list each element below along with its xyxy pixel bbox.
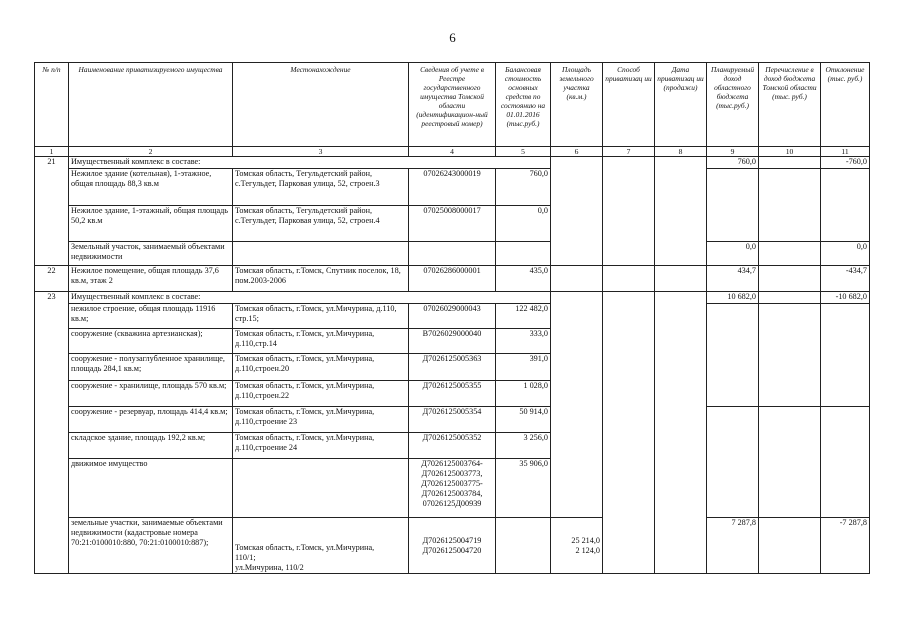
item-balance — [496, 242, 551, 266]
area-line: 25 214,0 — [571, 535, 600, 545]
table-row-23-title — [35, 292, 870, 304]
date-cell — [655, 292, 707, 574]
item-location: Томская область, г.Томск, Спутник поселок, 18, пом.2003-2006 — [233, 266, 409, 292]
area-line: 2 124,0 — [575, 545, 600, 555]
item-name: сооружение - резервуар, площадь 414,4 кв.м; — [69, 407, 233, 433]
table-row — [35, 304, 870, 329]
transferred-cell — [759, 407, 821, 518]
table-row — [35, 169, 870, 206]
item-registry-number: 07026286000001 — [409, 266, 496, 292]
header-num: № п/п — [35, 63, 69, 147]
area-cell — [551, 157, 603, 266]
item-name: сооружение (скважина артезианская); — [69, 329, 233, 354]
registry-line: 07026125Д00939 — [422, 499, 482, 509]
item-registry-number: 07026243000019 — [409, 169, 496, 206]
item-name: сооружение - хранилище, площадь 570 кв.м; — [69, 381, 233, 407]
column-number: 1 — [35, 147, 69, 157]
column-number: 10 — [759, 147, 821, 157]
item-name: складское здание, площадь 192,2 кв.м; — [69, 433, 233, 459]
header-method: Способ приватизац ии — [603, 63, 655, 147]
header-date: Дата приватизац ии (продажи) — [655, 63, 707, 147]
item-registry-number: Д7026125005355 — [409, 381, 496, 407]
item-registry-number — [409, 518, 496, 574]
row-number: 21 — [35, 157, 69, 266]
item-location: Томская область, г.Томск, ул.Мичурина, д.110,строение 23 — [233, 407, 409, 433]
table-header-row — [35, 63, 870, 147]
item-registry-number: Д7026125005363 — [409, 354, 496, 381]
item-location: Томская область, Тегульдетский район, с.Тегульдет, Парковая улица, 52, строен.3 — [233, 169, 409, 206]
deviation-value: -760,0 — [821, 157, 870, 169]
area-cell — [551, 292, 603, 518]
deviation-value: -10 682,0 — [821, 292, 870, 304]
privatization-table — [34, 62, 870, 574]
deviation-cell — [821, 407, 870, 518]
item-balance: 3 256,0 — [496, 433, 551, 459]
column-number: 3 — [233, 147, 409, 157]
item-name: движимое имущество — [69, 459, 233, 518]
header-transferred: Перечисление в доход бюджета Томской области (тыс. руб.) — [759, 63, 821, 147]
method-cell — [603, 292, 655, 574]
item-registry-number — [409, 242, 496, 266]
item-location: Томская область, г.Томск, ул.Мичурина, д.110, стр.15; — [233, 304, 409, 329]
item-location: Томская область, г.Томск, ул.Мичурина, д.110,строен.22 — [233, 381, 409, 407]
item-location: Томская область, г.Томск, ул.Мичурина, д.110,строен.20 — [233, 354, 409, 381]
transferred-cell — [759, 292, 821, 304]
planned-cell — [707, 304, 759, 407]
item-name: земельные участки, занимаемые объектами недвижимости (кадастровые номера 70:21:0100010:880, 70:21:0100010:887); — [69, 518, 233, 574]
item-registry-number — [409, 459, 496, 518]
date-cell — [655, 266, 707, 292]
item-location — [233, 242, 409, 266]
table-row — [35, 518, 870, 574]
deviation-cell — [821, 169, 870, 242]
planned-income: 7 287,8 — [707, 518, 759, 574]
item-balance: 391,0 — [496, 354, 551, 381]
item-name: сооружение - полузаглубленное хранилище, площадь 284,1 кв.м; — [69, 354, 233, 381]
method-cell — [603, 157, 655, 266]
item-name: Нежилое помещение, общая площадь 37,6 кв.м, этаж 2 — [69, 266, 233, 292]
item-balance: 0,0 — [496, 206, 551, 242]
item-name: нежилое строение, общая площадь 11916 кв.м; — [69, 304, 233, 329]
transferred-cell — [759, 304, 821, 407]
table-row — [35, 242, 870, 266]
item-registry-number: 07025008000017 — [409, 206, 496, 242]
planned-cell — [707, 407, 759, 518]
column-number: 9 — [707, 147, 759, 157]
header-registry: Сведения об учете в Реестре государственного имущества Томской области (идентификацион-ный реестровый номер) — [409, 63, 496, 147]
complex-title: Имущественный комплекс в составе: — [69, 292, 551, 304]
item-location: Томская область, Тегульдетский район, с.Тегульдет, Парковая улица, 52, строен.4 — [233, 206, 409, 242]
item-balance — [496, 518, 551, 574]
column-number: 7 — [603, 147, 655, 157]
date-cell — [655, 157, 707, 266]
registry-line: Д7026125003775- — [421, 479, 483, 489]
transferred-cell — [759, 242, 821, 266]
item-location — [233, 518, 409, 574]
deviation-cell — [821, 304, 870, 407]
planned-income: 760,0 — [707, 157, 759, 169]
header-balance: Балансовая стоимость основных средств по состоянию на 01.01.2016 (тыс.руб.) — [496, 63, 551, 147]
item-balance: 760,0 — [496, 169, 551, 206]
deviation-value: -434,7 — [821, 266, 870, 292]
row-number: 22 — [35, 266, 69, 292]
item-location — [233, 459, 409, 518]
table-row-22 — [35, 266, 870, 292]
header-name: Наименование приватизируемого имущества — [69, 63, 233, 147]
registry-line: Д7026125004720 — [422, 545, 482, 555]
item-balance: 50 914,0 — [496, 407, 551, 433]
location-line: ул.Мичурина, 110/2 — [235, 563, 304, 573]
planned-income: 434,7 — [707, 266, 759, 292]
header-deviation: Отклонение (тыс. руб.) — [821, 63, 870, 147]
transferred-cell — [759, 518, 821, 574]
column-numbers-row — [35, 147, 870, 157]
header-area: Площадь земельного участка (кв.м.) — [551, 63, 603, 147]
item-location: Томская область, г.Томск, ул.Мичурина, д.110,стр.14 — [233, 329, 409, 354]
transferred-cell — [759, 157, 821, 169]
registry-line: Д7026125004719 — [422, 535, 482, 545]
item-name: Нежилое здание, 1-этажный, общая площадь 50,2 кв.м — [69, 206, 233, 242]
column-number: 5 — [496, 147, 551, 157]
column-number: 4 — [409, 147, 496, 157]
item-registry-number: Д7026125005354 — [409, 407, 496, 433]
header-location: Местонахождение — [233, 63, 409, 147]
complex-title: Имущественный комплекс в составе: — [69, 157, 551, 169]
column-number: 2 — [69, 147, 233, 157]
item-name: Земельный участок, занимаемый объектами недвижимости — [69, 242, 233, 266]
transferred-cell — [759, 169, 821, 242]
deviation-value: 0,0 — [821, 242, 870, 266]
registry-line: Д7026125003764- — [421, 459, 483, 469]
method-cell — [603, 266, 655, 292]
item-registry-number: В7026029000040 — [409, 329, 496, 354]
location-line: Томская область, г.Томск, ул.Мичурина, — [235, 543, 375, 553]
table-row — [35, 407, 870, 433]
item-registry-number: 07026029000043 — [409, 304, 496, 329]
planned-income: 0,0 — [707, 242, 759, 266]
header-planned: Планируемый доход областного бюджета (тыс.руб.) — [707, 63, 759, 147]
item-balance: 435,0 — [496, 266, 551, 292]
item-balance: 122 482,0 — [496, 304, 551, 329]
item-name: Нежилое здание (котельная), 1-этажное, общая площадь 88,3 кв.м — [69, 169, 233, 206]
table-row-21-title — [35, 157, 870, 169]
area-cell — [551, 266, 603, 292]
page-number: 6 — [449, 30, 456, 45]
column-number: 11 — [821, 147, 870, 157]
item-balance: 1 028,0 — [496, 381, 551, 407]
land-area — [551, 518, 603, 574]
planned-cell — [707, 169, 759, 242]
item-balance: 333,0 — [496, 329, 551, 354]
item-location: Томская область, г.Томск, ул.Мичурина, д.110,строение 24 — [233, 433, 409, 459]
planned-income: 10 682,0 — [707, 292, 759, 304]
column-number: 8 — [655, 147, 707, 157]
item-registry-number: Д7026125005352 — [409, 433, 496, 459]
registry-line: Д7026125003773, — [421, 469, 483, 479]
registry-line: Д7026125003784, — [421, 489, 483, 499]
row-number: 23 — [35, 292, 69, 574]
transferred-cell — [759, 266, 821, 292]
deviation-value: -7 287,8 — [821, 518, 870, 574]
column-number: 6 — [551, 147, 603, 157]
location-line: 110/1; — [235, 553, 256, 563]
item-balance: 35 906,0 — [496, 459, 551, 518]
